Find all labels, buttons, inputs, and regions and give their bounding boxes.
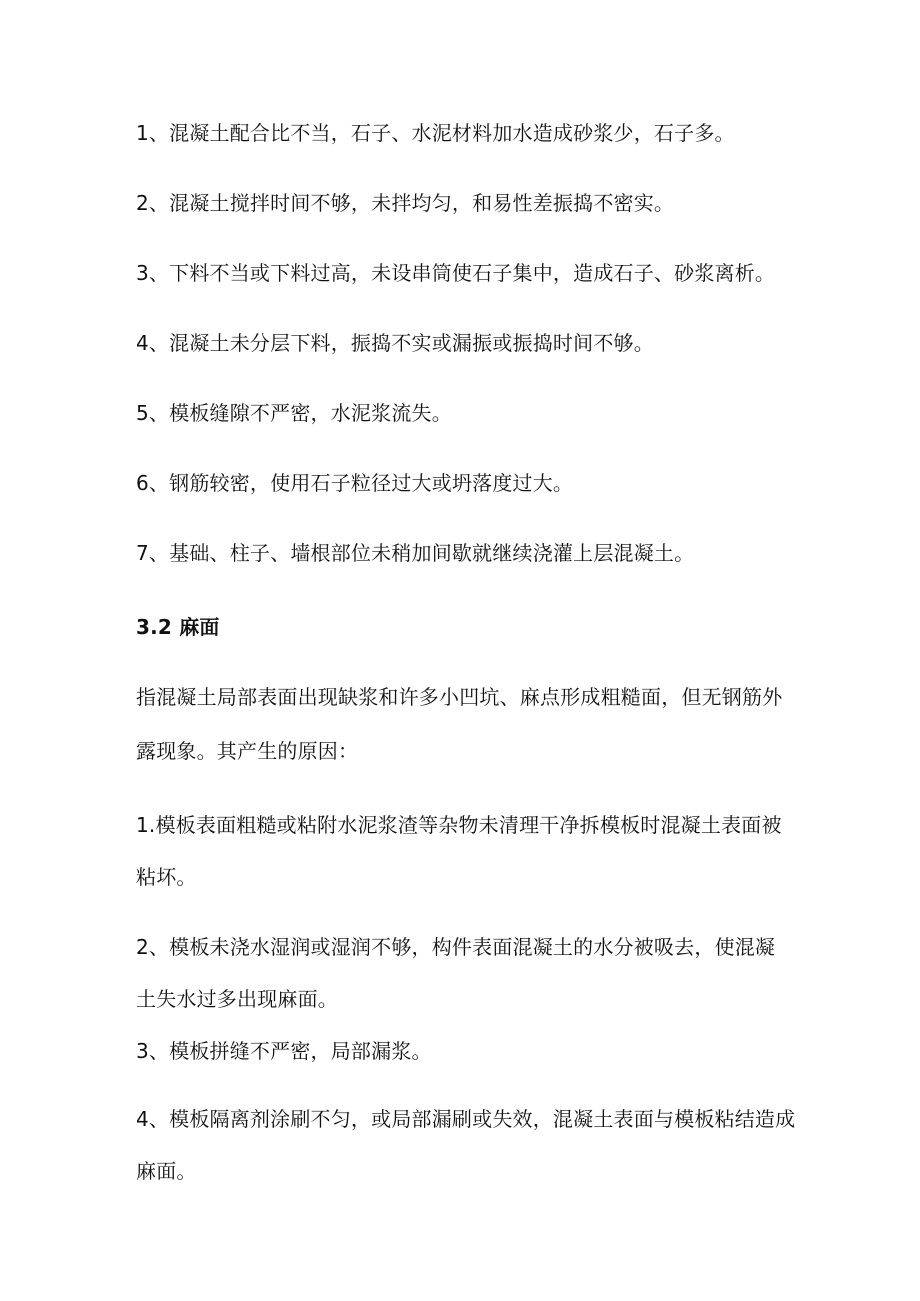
reason-item-1: 1.模板表面粗糙或粘附水泥浆渣等杂物未清理干净拆模板时混凝土表面被 xyxy=(136,813,782,837)
cause-item-6: 6、钢筋较密，使用石子粒径过大或坍落度过大。 xyxy=(136,471,574,495)
reason-item-4-cont: 麻面。 xyxy=(136,1159,197,1183)
cause-item-7: 7、基础、柱子、墙根部位未稍加间歇就继续浇灌上层混凝土。 xyxy=(136,541,695,565)
cause-item-1: 1、混凝土配合比不当，石子、水泥材料加水造成砂浆少，石子多。 xyxy=(136,121,735,145)
reason-item-2: 2、模板未浇水湿润或湿润不够，构件表面混凝土的水分被吸去，使混凝 xyxy=(136,935,776,959)
cause-item-4: 4、混凝土未分层下料，振捣不实或漏振或振捣时间不够。 xyxy=(136,331,654,355)
paragraph-line: 露现象。其产生的原因： xyxy=(136,739,359,763)
reason-item-4: 4、模板隔离剂涂刷不匀，或局部漏刷或失效，混凝土表面与模板粘结造成 xyxy=(136,1107,796,1131)
cause-item-5: 5、模板缝隙不严密，水泥浆流失。 xyxy=(136,401,452,425)
reason-item-1-cont: 粘坏。 xyxy=(136,865,197,889)
section-heading: 3.2 麻面 xyxy=(136,615,220,639)
reason-item-2-cont: 土失水过多出现麻面。 xyxy=(136,987,338,1011)
paragraph-line: 指混凝土局部表面出现缺浆和许多小凹坑、麻点形成粗糙面，但无钢筋外 xyxy=(136,685,783,709)
cause-item-3: 3、下料不当或下料过高，未设串筒使石子集中，造成石子、砂浆离析。 xyxy=(136,261,776,285)
reason-item-3: 3、模板拼缝不严密，局部漏浆。 xyxy=(136,1039,432,1063)
cause-item-2: 2、混凝土搅拌时间不够，未拌均匀，和易性差振捣不密实。 xyxy=(136,191,675,215)
